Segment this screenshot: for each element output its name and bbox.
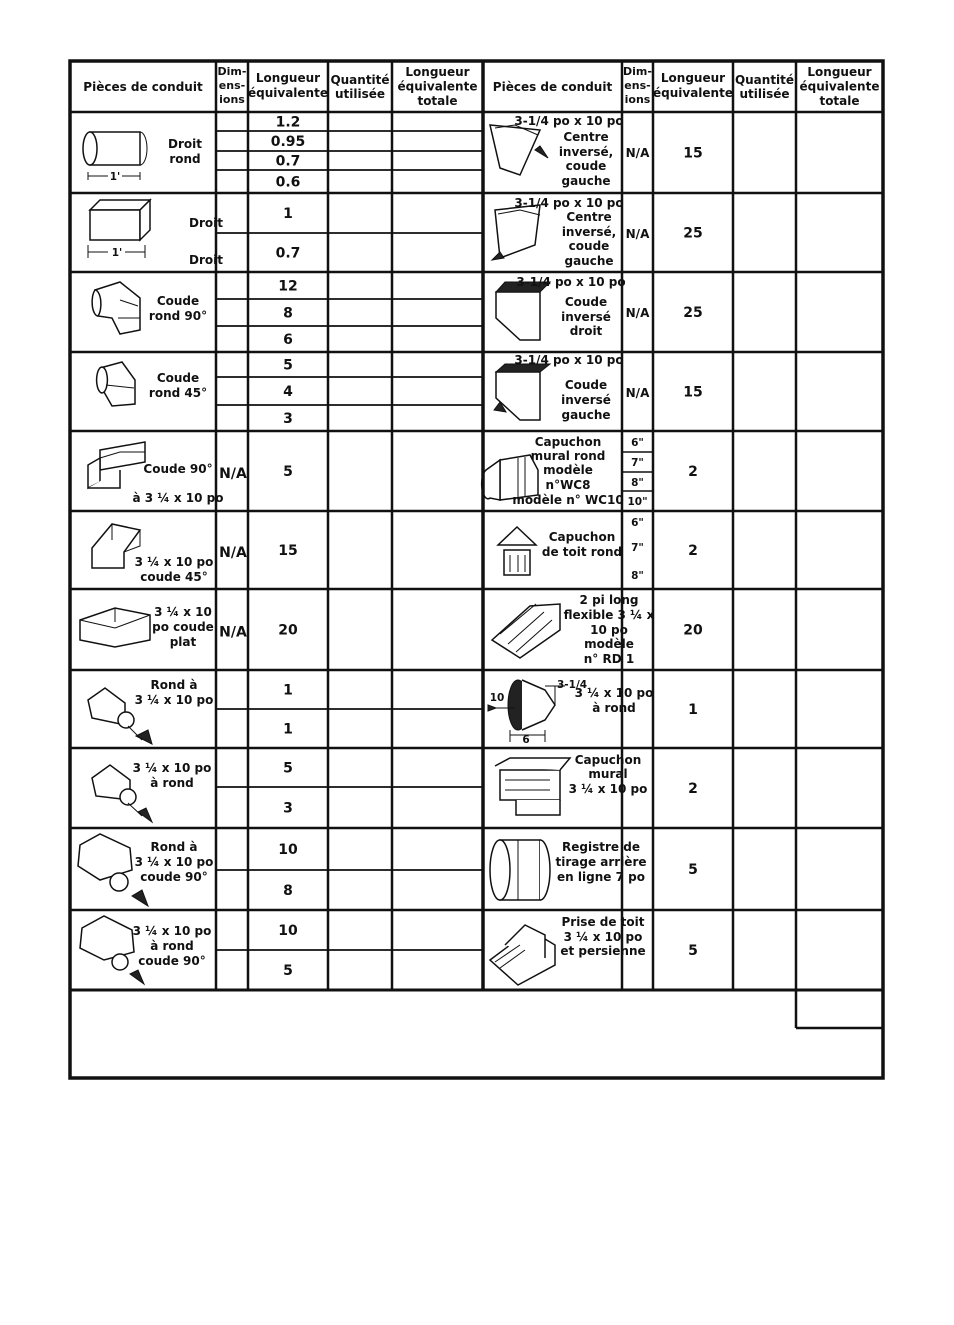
piece-label: Capuchon bbox=[548, 530, 616, 544]
equivalent-length-value: 2 bbox=[688, 464, 698, 480]
left-header-length: Longueur bbox=[255, 71, 321, 85]
total-input[interactable] bbox=[797, 113, 882, 192]
piece-label: à rond bbox=[150, 939, 194, 953]
equivalent-length-value: 15 bbox=[683, 384, 703, 401]
quantity-input[interactable] bbox=[329, 194, 391, 232]
total-input[interactable] bbox=[393, 194, 482, 232]
quantity-input[interactable] bbox=[329, 378, 391, 404]
left-header-total: équivalente bbox=[397, 79, 478, 94]
total-input[interactable] bbox=[393, 406, 482, 430]
piece-label: Coude bbox=[156, 371, 200, 385]
equivalent-length-value: 4 bbox=[283, 384, 293, 400]
left-header-length: équivalente bbox=[248, 86, 328, 100]
quantity-input[interactable] bbox=[329, 671, 391, 708]
quantity-input[interactable] bbox=[734, 911, 795, 989]
right-header-qty: Quantité bbox=[734, 73, 795, 87]
right-header-dim: Dim- bbox=[623, 65, 652, 78]
equivalent-length-value: 1 bbox=[283, 682, 293, 699]
piece-label: 3 ¼ x 10 po bbox=[132, 761, 212, 775]
total-input[interactable] bbox=[393, 327, 482, 351]
quantity-input[interactable] bbox=[734, 829, 795, 909]
piece-label: Rond à bbox=[150, 840, 198, 854]
total-input[interactable] bbox=[393, 234, 482, 271]
piece-label: en ligne 7 po bbox=[557, 870, 645, 884]
equivalent-length-value: 0.7 bbox=[275, 153, 301, 170]
total-input[interactable] bbox=[393, 788, 482, 827]
equivalent-length-value: 5 bbox=[283, 357, 293, 374]
quantity-input[interactable] bbox=[329, 273, 391, 298]
quantity-input[interactable] bbox=[329, 512, 391, 588]
dimension-value: N/A bbox=[219, 466, 247, 482]
piece-label: Capuchon bbox=[574, 753, 642, 767]
quantity-input[interactable] bbox=[329, 171, 391, 192]
total-input[interactable] bbox=[797, 353, 882, 430]
equivalent-length-value: 15 bbox=[683, 145, 703, 162]
right-header-qty: utilisée bbox=[739, 87, 790, 101]
equivalent-length-value: 10 bbox=[278, 842, 298, 858]
inline-backdraft-damper-icon bbox=[490, 840, 550, 900]
piece-label: gauche bbox=[561, 174, 611, 188]
piece-label: Droit bbox=[168, 137, 202, 151]
quantity-input[interactable] bbox=[734, 671, 795, 747]
quantity-input[interactable] bbox=[329, 327, 391, 351]
piece-label: tirage arrière bbox=[555, 855, 647, 869]
total-input[interactable] bbox=[797, 671, 882, 747]
total-input[interactable] bbox=[393, 353, 482, 376]
dimension-value: 7" bbox=[631, 457, 644, 469]
quantity-input[interactable] bbox=[329, 406, 391, 430]
piece-label: inversé bbox=[561, 393, 611, 407]
quantity-input[interactable] bbox=[329, 749, 391, 786]
total-input[interactable] bbox=[393, 871, 482, 909]
piece-label: coude 45° bbox=[140, 570, 208, 584]
equivalent-length-value: 15 bbox=[278, 543, 298, 559]
dimension-value: N/A bbox=[219, 545, 247, 561]
equivalent-length-value: 2 bbox=[688, 543, 698, 559]
total-input[interactable] bbox=[797, 512, 882, 588]
piece-label: plat bbox=[169, 635, 197, 649]
right-header-dim: ens- bbox=[624, 79, 651, 92]
equivalent-length-value: 1 bbox=[283, 206, 293, 222]
dimension-label: 1' bbox=[111, 247, 123, 259]
left-header-dim: ens- bbox=[218, 79, 246, 92]
dimension-value: N/A bbox=[625, 306, 650, 320]
total-input[interactable] bbox=[797, 749, 882, 827]
left-header-dim: Dim- bbox=[217, 65, 247, 78]
piece-label: 10 po bbox=[590, 623, 628, 637]
equivalent-length-value: 20 bbox=[683, 622, 703, 639]
piece-label: rond bbox=[169, 152, 201, 166]
equivalent-length-value: 6 bbox=[283, 332, 293, 348]
total-input[interactable] bbox=[393, 132, 482, 150]
right-header-piece: Pièces de conduit bbox=[492, 80, 613, 94]
piece-label: Droit bbox=[189, 253, 223, 267]
piece-label: coude bbox=[568, 239, 610, 253]
dimension-value: N/A bbox=[625, 227, 650, 241]
equivalent-length-value: 5 bbox=[688, 862, 698, 878]
equivalent-length-value: 10 bbox=[278, 923, 298, 939]
quantity-input[interactable] bbox=[329, 152, 391, 169]
total-input[interactable] bbox=[393, 378, 482, 404]
piece-label: gauche bbox=[561, 408, 611, 422]
dimension-value: N/A bbox=[625, 146, 650, 160]
quantity-input[interactable] bbox=[329, 951, 391, 989]
piece-label: Rond à bbox=[150, 678, 198, 692]
total-input[interactable] bbox=[393, 300, 482, 325]
quantity-input[interactable] bbox=[734, 113, 795, 192]
piece-label: 2 pi long bbox=[579, 593, 639, 607]
total-input[interactable] bbox=[393, 273, 482, 298]
total-input[interactable] bbox=[797, 194, 882, 271]
total-input[interactable] bbox=[393, 171, 482, 192]
grand-total-input[interactable] bbox=[797, 991, 882, 1027]
piece-label: Registre de bbox=[562, 840, 640, 854]
quantity-input[interactable] bbox=[329, 432, 391, 510]
piece-label: modèle n° WC10 bbox=[512, 493, 624, 507]
dimension-value: 8" bbox=[631, 570, 644, 582]
dimension-label: 3-1/4 bbox=[557, 679, 588, 691]
total-input[interactable] bbox=[393, 911, 482, 949]
quantity-input[interactable] bbox=[734, 432, 795, 510]
right-header-total: totale bbox=[819, 94, 860, 108]
piece-label: 3-1/4 po x 10 po bbox=[514, 196, 624, 210]
total-input[interactable] bbox=[393, 152, 482, 169]
equivalent-length-value: 8 bbox=[283, 883, 293, 899]
quantity-input[interactable] bbox=[329, 300, 391, 325]
piece-label: de toit rond bbox=[541, 545, 623, 559]
quantity-input[interactable] bbox=[329, 353, 391, 376]
piece-label: coude 90° bbox=[140, 870, 208, 884]
total-input[interactable] bbox=[797, 829, 882, 909]
equivalent-length-value: 2 bbox=[688, 781, 698, 797]
piece-label: mural rond bbox=[530, 449, 606, 463]
equivalent-length-value: 5 bbox=[283, 464, 293, 480]
quantity-input[interactable] bbox=[329, 710, 391, 747]
quantity-input[interactable] bbox=[734, 353, 795, 430]
total-input[interactable] bbox=[797, 273, 882, 351]
piece-label: mural bbox=[588, 767, 628, 781]
left-header-qty: Quantité bbox=[330, 73, 390, 87]
piece-label: 3 ¼ x 10 po bbox=[132, 924, 212, 938]
piece-label: à 3 ¼ x 10 po bbox=[132, 491, 224, 505]
piece-label: Coude 90° bbox=[143, 462, 213, 476]
total-input[interactable] bbox=[393, 951, 482, 989]
total-input[interactable] bbox=[393, 710, 482, 747]
total-input[interactable] bbox=[393, 829, 482, 869]
quantity-input[interactable] bbox=[329, 871, 391, 909]
left-header-qty: utilisée bbox=[334, 87, 386, 101]
piece-label: Droit bbox=[189, 216, 223, 230]
piece-label: modèle bbox=[584, 637, 634, 651]
piece-label: 3-1/4 po x 10 po bbox=[516, 275, 626, 289]
quantity-input[interactable] bbox=[329, 234, 391, 271]
piece-label: gauche bbox=[564, 254, 614, 268]
right-header-dim: ions bbox=[624, 93, 651, 106]
total-input[interactable] bbox=[797, 911, 882, 989]
equivalent-length-value: 1 bbox=[688, 702, 698, 718]
piece-label: Centre bbox=[563, 130, 609, 144]
equivalent-length-value: 20 bbox=[278, 622, 298, 639]
piece-label: coude 90° bbox=[138, 954, 206, 968]
equivalent-length-value: 12 bbox=[278, 278, 298, 295]
equivalent-length-value: 3 bbox=[283, 800, 293, 817]
equivalent-length-value: 25 bbox=[683, 225, 703, 242]
right-header-total: équivalente bbox=[799, 79, 880, 94]
dimension-value: 6" bbox=[631, 517, 644, 529]
piece-label: inversé, bbox=[558, 145, 614, 159]
total-input[interactable] bbox=[393, 671, 482, 708]
dimension-value: 6" bbox=[631, 437, 644, 449]
piece-label: Coude bbox=[156, 294, 200, 308]
left-header-total: Longueur bbox=[405, 65, 470, 79]
piece-label: 3 ¼ x 10 po bbox=[134, 693, 214, 707]
total-input[interactable] bbox=[393, 512, 482, 588]
dimension-value: N/A bbox=[219, 624, 247, 641]
quantity-input[interactable] bbox=[329, 132, 391, 150]
right-header-length: équivalente bbox=[653, 86, 733, 100]
equivalent-length-value: 3 bbox=[283, 411, 293, 427]
piece-label: n°WC8 bbox=[545, 478, 591, 492]
equivalent-length-value: 0.7 bbox=[275, 245, 301, 262]
equivalent-length-value: 0.95 bbox=[270, 134, 306, 150]
total-input[interactable] bbox=[393, 590, 482, 669]
total-input[interactable] bbox=[797, 590, 882, 669]
left-header-piece: Pièces de conduit bbox=[83, 80, 203, 94]
dimension-value: 10" bbox=[627, 496, 648, 508]
dimension-label: 10 bbox=[489, 692, 505, 704]
piece-label: inversé, bbox=[561, 225, 617, 239]
piece-label: et persienne bbox=[560, 944, 646, 958]
dimension-label: 1' bbox=[109, 171, 121, 183]
equivalent-length-value: 1.2 bbox=[275, 114, 301, 131]
piece-label: Centre bbox=[566, 210, 612, 224]
piece-label: 3 ¼ x 10 po bbox=[134, 855, 214, 869]
dimension-value: 7" bbox=[631, 542, 644, 554]
total-input[interactable] bbox=[393, 749, 482, 786]
piece-label: à rond bbox=[592, 701, 636, 715]
piece-label: Coude bbox=[564, 378, 608, 392]
total-input[interactable] bbox=[393, 432, 482, 510]
piece-label: flexible 3 ¼ x bbox=[563, 608, 655, 622]
total-input[interactable] bbox=[797, 432, 882, 510]
total-input[interactable] bbox=[393, 113, 482, 130]
piece-label: po coude bbox=[152, 620, 214, 634]
dimension-label: 6 bbox=[522, 734, 530, 746]
piece-label: coude bbox=[565, 159, 607, 173]
dimension-value: 8" bbox=[631, 477, 644, 489]
piece-label: modèle bbox=[543, 463, 593, 477]
left-header-dim: ions bbox=[219, 93, 245, 106]
piece-label: 3 ¼ x 10 po bbox=[568, 782, 648, 796]
quantity-input[interactable] bbox=[734, 273, 795, 351]
piece-label: Prise de toit bbox=[561, 915, 645, 929]
equivalent-length-value: 0.6 bbox=[275, 174, 301, 191]
quantity-input[interactable] bbox=[329, 911, 391, 949]
piece-label: inversé bbox=[561, 310, 611, 324]
piece-label: 3-1/4 po x 10 po bbox=[514, 114, 624, 128]
piece-label: Coude bbox=[564, 295, 608, 309]
quantity-input[interactable] bbox=[329, 788, 391, 827]
piece-label: 3 ¼ x 10 po bbox=[574, 686, 654, 700]
quantity-input[interactable] bbox=[734, 590, 795, 669]
quantity-input[interactable] bbox=[734, 749, 795, 827]
dimension-value: N/A bbox=[625, 386, 650, 400]
right-header-length: Longueur bbox=[660, 71, 726, 85]
equivalent-length-value: 5 bbox=[283, 963, 293, 979]
left-header-total: totale bbox=[417, 94, 458, 108]
quantity-input[interactable] bbox=[329, 829, 391, 869]
piece-label: 3 ¼ x 10 po bbox=[563, 930, 643, 944]
right-header-total: Longueur bbox=[807, 65, 872, 79]
piece-label: rond 90° bbox=[148, 309, 208, 323]
equivalent-length-value: 5 bbox=[688, 943, 698, 959]
piece-label: 3-1/4 po x 10 po bbox=[514, 353, 624, 367]
equivalent-length-value: 1 bbox=[283, 721, 293, 738]
equivalent-length-value: 25 bbox=[683, 305, 703, 321]
piece-label: à rond bbox=[150, 776, 194, 790]
quantity-input[interactable] bbox=[734, 194, 795, 271]
equivalent-length-value: 8 bbox=[283, 305, 293, 322]
piece-label: rond 45° bbox=[148, 386, 208, 400]
quantity-input[interactable] bbox=[329, 590, 391, 669]
equivalent-length-value: 5 bbox=[283, 760, 293, 777]
piece-label: 3 ¼ x 10 bbox=[154, 605, 212, 619]
piece-label: droit bbox=[569, 324, 603, 338]
piece-label: Capuchon bbox=[534, 435, 602, 449]
piece-label: n° RD 1 bbox=[583, 652, 635, 666]
quantity-input[interactable] bbox=[329, 113, 391, 130]
quantity-input[interactable] bbox=[734, 512, 795, 588]
piece-label: 3 ¼ x 10 po bbox=[134, 555, 214, 569]
